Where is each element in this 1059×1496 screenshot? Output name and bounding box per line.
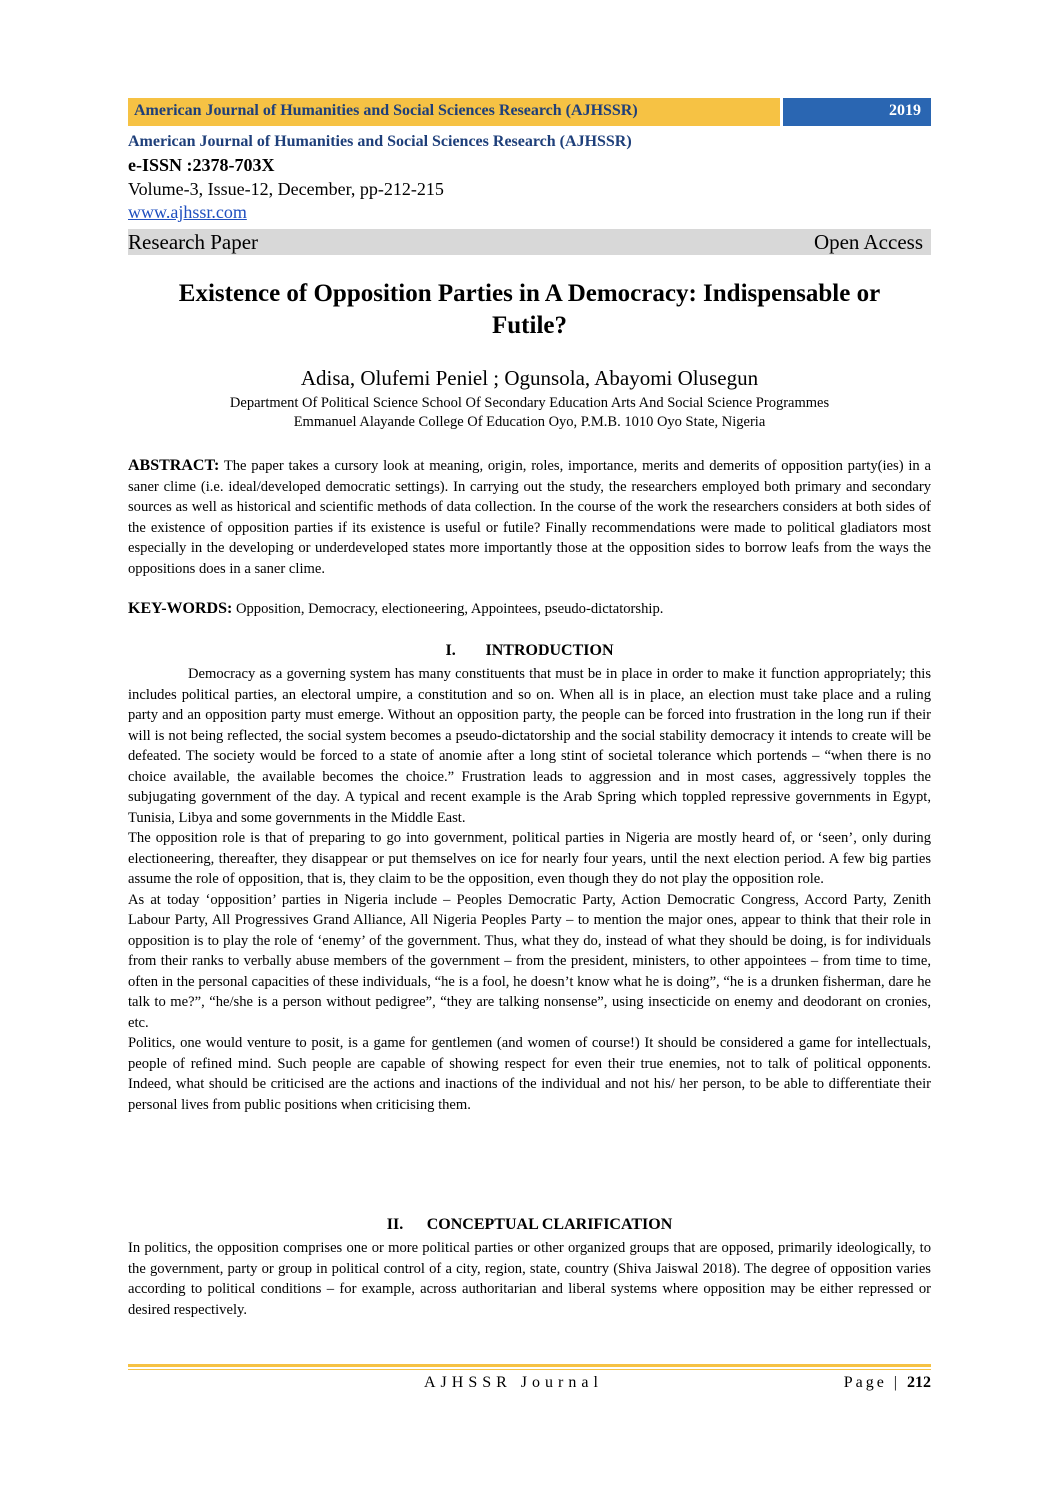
- paper-type: Research Paper: [128, 230, 259, 254]
- section-title: INTRODUCTION: [485, 642, 614, 659]
- paper-type-band: [128, 229, 931, 255]
- journal-band-gold: [128, 98, 780, 126]
- journal-website-link[interactable]: www.ajhssr.com: [128, 202, 247, 222]
- paragraph: As at today ‘opposition’ parties in Nigeria include – Peoples Democratic Party, Action Democratic Congress, Accord Party, Zenith Labour Party, All Progressives Grand Alliance, All Nigeria Peoples Party – to mention the major ones, appear to think that their role in opposition is to play the role of ‘enemy’ of the government. Thus, what they do, instead of what they should be doing, is for individuals from their ranks to verbally abuse members of the government – from the president, ministers, to other appointees – from time to time, often in the personal capacities of these individuals, “he is a fool, he doesn’t know what he is doing”, “he is a drunken fisherman, dare he talk to me?”, “he/she is a person without pedigree”, “they are talking nonsense”, using insecticide on enemy and deodorant on cronies, etc.: [128, 891, 931, 1031]
- footer-rule: [128, 1364, 931, 1367]
- authors: Adisa, Olufemi Peniel ; Ogunsola, Abayomi Olusegun: [300, 366, 759, 390]
- paragraph: In politics, the opposition comprises one or more political parties or other organized groups that are opposed, primarily ideologically, to the government, party or group in political control of a city, region, state, country (Shiva Jaiswal 2018). The degree of opposition varies according to political conditions – for example, across authoritarian and liberal systems where opposition may be either repressed or desired respectively.: [128, 1240, 931, 1318]
- page-label: Page |: [843, 1374, 907, 1391]
- introduction-body: [128, 664, 931, 1115]
- paragraph: Democracy as a governing system has many constituents that must be in place in order to make it function appropriately; this includes political parties, an electoral umpire, a constitution and so on. When all is in place, an election must take place and a ruling party and an opposition party must emerge. Without an opposition party, the people can be forced into frustration in the long run if their will is not being reflected, the social system becomes a pseudo-dictatorship and the social stability democracy it intends to create will be defeated. The society would be forced to a state of anomie after a long stint of societal tolerance which portends – “when there is no choice available, the available becomes the choice.” Frustration leads to aggression and in most cases, aggressively topples the subjugating government of the day. A typical and recent example is the Arab Spring which toppled repressive governments in Egypt, Tunisia, Libya and some governments in the Middle East.: [128, 666, 931, 826]
- paragraph: The opposition role is that of preparing to go into government, political parties in Nigeria are mostly heard of, or ‘seen’, only during electioneering, thereafter, they disappear or put themselves on ice for nearly four years, until the next election period. A few big parties assume the role of opposition, that is, they claim to be the opposition, even though they do not play the opposition role.: [128, 830, 931, 887]
- section-number: I.: [445, 642, 456, 659]
- journal-meta: [128, 131, 931, 223]
- title-line-2: Futile?: [492, 312, 567, 339]
- affiliation: [128, 394, 931, 432]
- volume-info: Volume-3, Issue-12, December, pp-212-215: [128, 179, 444, 199]
- journal-header-band: [128, 98, 931, 126]
- access-type: Open Access: [813, 230, 923, 254]
- journal-year: 2019: [889, 102, 921, 119]
- footer-journal: AJHSSR Journal: [424, 1374, 603, 1391]
- section-heading-introduction: [128, 642, 931, 660]
- section-heading-conceptual: [128, 1216, 931, 1234]
- issn: e-ISSN :2378-703X: [128, 155, 275, 175]
- abstract: [128, 456, 931, 579]
- affiliation-line-1: Department Of Political Science School Of Secondary Education Arts And Social Science Programmes: [229, 395, 830, 411]
- affiliation-line-2: Emmanuel Alayande College Of Education Oyo, P.M.B. 1010 Oyo State, Nigeria: [293, 414, 766, 430]
- journal-band-title: American Journal of Humanities and Social Sciences Research (AJHSSR): [134, 102, 638, 119]
- title-line-1: Existence of Opposition Parties in A Democracy: Indispensable or: [178, 280, 881, 307]
- section-number: II.: [386, 1216, 404, 1233]
- keywords-text: Opposition, Democracy, electioneering, Appointees, pseudo-dictatorship.: [232, 601, 664, 617]
- page-number: [844, 1374, 931, 1392]
- paragraph: Politics, one would venture to posit, is a game for gentlemen (and women of course!) It should be considered a game for intellectuals, people of refined mind. Such people are capable of showing respect for even their true enemies, not to talk of political opponents. Indeed, what should be criticised are the actions and inactions of the individual and not his/ her person, to be able to differentiate their personal lives from public positions when criticising them.: [128, 1035, 931, 1113]
- abstract-label: ABSTRACT:: [128, 457, 220, 474]
- keywords-label: KEY-WORDS:: [128, 600, 233, 617]
- journal-name: American Journal of Humanities and Social Sciences Research (AJHSSR): [128, 133, 632, 150]
- section-title: CONCEPTUAL CLARIFICATION: [426, 1216, 673, 1233]
- keywords: [128, 599, 931, 619]
- conceptual-body: [128, 1238, 931, 1320]
- paper-page: [128, 0, 931, 1496]
- paper-title: [128, 278, 931, 342]
- footer-rule-thin: [128, 1369, 931, 1370]
- abstract-text: The paper takes a cursory look at meaning, origin, roles, importance, merits and demerits of opposition party(ies) in a saner clime (i.e. ideal/developed democratic settings). In carrying out the study, the researchers employed both primary and secondary sources as well as historical and scientific methods of data collection. In the course of the work the researchers considers at both sides of the existence of opposition parties if its existence is useful or futile? Finally recommendations were made to political gladiators most especially in the developing or underdeveloped states more importantly those at the opposition sides to borrow leafs from the ways the oppositions does in a saner clime.: [128, 458, 931, 577]
- journal-band-blue: [783, 98, 931, 126]
- page-number-value: 212: [907, 1374, 931, 1391]
